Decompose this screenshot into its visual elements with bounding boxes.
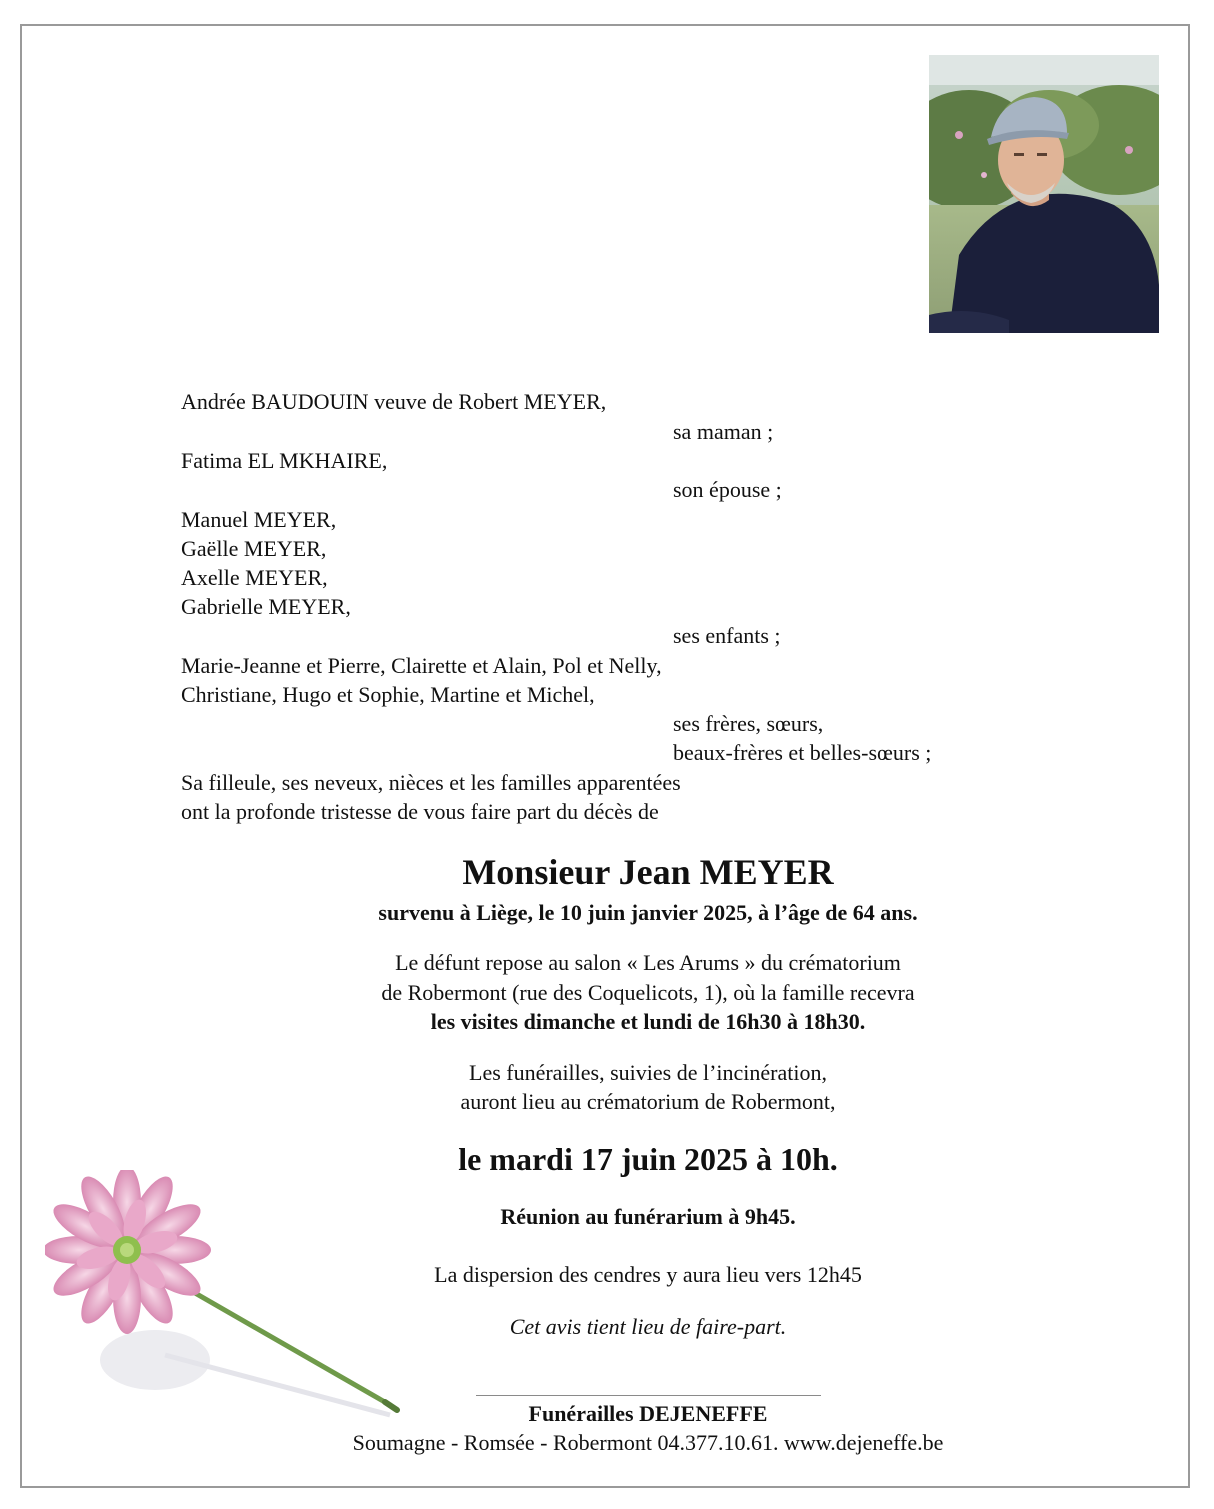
visitation-line: de Robermont (rue des Coquelicots, 1), où la famille recevra xyxy=(381,980,915,1005)
child-name: Axelle MEYER, xyxy=(181,565,328,590)
siblings-role: ses frères, sœurs, xyxy=(673,711,824,736)
notice-line: Cet avis tient lieu de faire-part. xyxy=(509,1314,787,1339)
spouse-name: Fatima EL MKHAIRE, xyxy=(181,448,388,473)
mother-role: sa maman ; xyxy=(673,419,774,444)
funeral-line: Les funérailles, suivies de l’incinération, xyxy=(469,1060,827,1085)
siblings-role: beaux-frères et belles-sœurs ; xyxy=(673,740,932,765)
funeral-line: auront lieu au crématorium de Robermont, xyxy=(460,1089,836,1114)
mother-name: Andrée BAUDOUIN veuve de Robert MEYER, xyxy=(181,389,607,414)
funeral-home-name: Funérailles DEJENEFFE xyxy=(528,1401,768,1426)
meeting-time: Réunion au funérarium à 9h45. xyxy=(500,1204,796,1229)
spouse-role: son épouse ; xyxy=(673,477,782,502)
child-name: Manuel MEYER, xyxy=(181,507,337,532)
deceased-details: survenu à Liège, le 10 juin janvier 2025, à l’âge de 64 ans. xyxy=(378,900,918,925)
visitation-line: Le défunt repose au salon « Les Arums » du crématorium xyxy=(395,950,901,975)
deceased-name: Monsieur Jean MEYER xyxy=(462,852,834,892)
child-name: Gaëlle MEYER, xyxy=(181,536,327,561)
announcement-line: ont la profonde tristesse de vous faire part du décès de xyxy=(181,799,659,824)
ashes-dispersion: La dispersion des cendres y aura lieu vers 12h45 xyxy=(434,1262,862,1287)
siblings-names: Christiane, Hugo et Sophie, Martine et Michel, xyxy=(181,682,595,707)
portrait-photo xyxy=(929,55,1159,333)
announcement-line: Sa filleule, ses neveux, nièces et les familles apparentées xyxy=(181,770,681,795)
funeral-home-contact: Soumagne - Romsée - Robermont 04.377.10.61. www.dejeneffe.be xyxy=(352,1430,944,1455)
children-role: ses enfants ; xyxy=(673,623,781,648)
child-name: Gabrielle MEYER, xyxy=(181,594,351,619)
footer-divider xyxy=(476,1395,821,1396)
visitation-hours: les visites dimanche et lundi de 16h30 à 18h30. xyxy=(430,1009,866,1034)
funeral-date: le mardi 17 juin 2025 à 10h. xyxy=(458,1141,838,1177)
siblings-names: Marie-Jeanne et Pierre, Clairette et Alain, Pol et Nelly, xyxy=(181,653,662,678)
